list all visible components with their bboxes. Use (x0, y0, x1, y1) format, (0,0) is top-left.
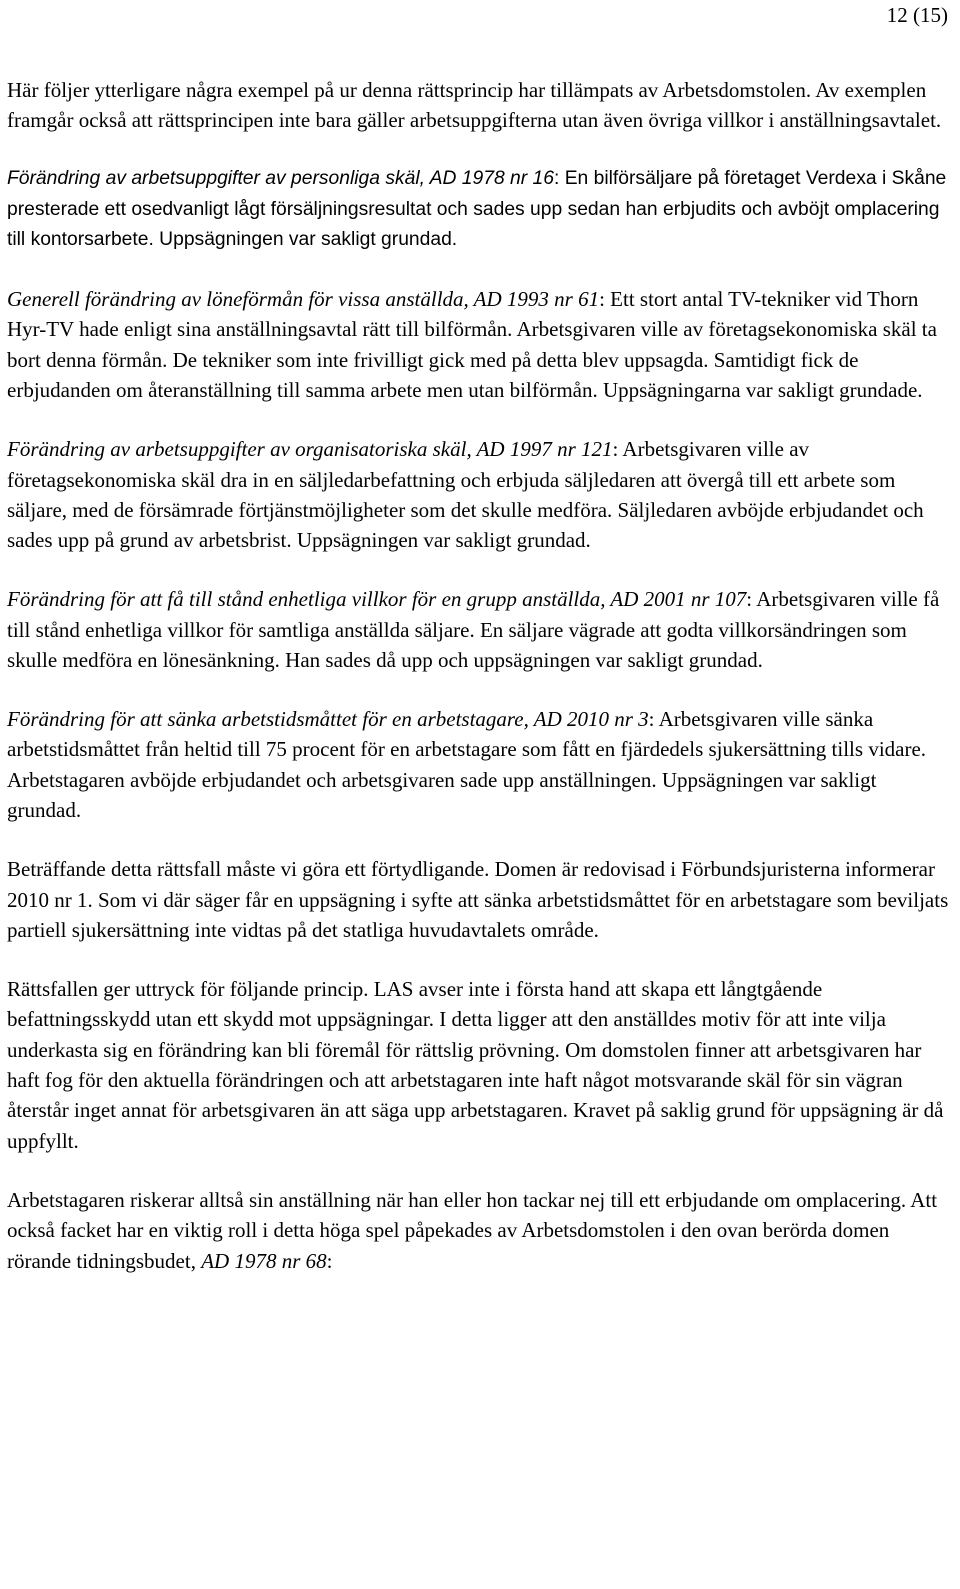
case-text: : Arbetsgivaren ville av företagsekonomiska skäl dra in en säljledarbefattning och erbjuda säljledaren att övergå till ett arbete som säljare, med de försämrade förtjänstmöjligheter som det skulle medföra. Säljledaren avböjde erbjudandet och sades upp på grund av arbetsbrist. Uppsägningen var sakligt grundad. (7, 437, 924, 553)
paragraph-text: Beträffande detta rättsfall måste vi göra ett förtydligande. Domen är redovisad i Förbundsjuristerna informerar 2010 nr 1. Som vi där säger får en uppsägning i syfte att sänka arbetstidsmåttet för en arbetstagare som beviljats partiell sjukersättning inte vidtas på det statliga huvudavtalets område. (7, 857, 949, 942)
case-text: : Arbetsgivaren ville sänka arbetstidsmåttet från heltid till 75 procent för en arbetstagare som fått en fjärdedels sjukersättning tills vidare. Arbetstagaren avböjde erbjudandet och arbetsgivaren sade upp anställningen. Uppsägningen var sakligt grundad. (7, 707, 927, 823)
case-text: : Arbetsgivaren ville få till stånd enhetliga villkor för samtliga anställda säljare. En säljare vägrade att godta villkorsändringen som skulle medföra en lönesänkning. Han sades då upp och uppsägningen var sakligt grundad. (7, 587, 940, 673)
case-heading: Förändring av arbetsuppgifter av organisatoriska skäl, AD 1997 nr 121 (7, 437, 613, 462)
paragraph-text: Arbetstagaren riskerar alltså sin anställning när han eller hon tackar nej till ett erbjudande om omplacering. Att också facket har en viktig roll i detta höga spel påpekades av Arbetsdomstolen i den ovan berörda domen rörande tidningsbudet, (7, 1187, 938, 1273)
case-paragraph-ad-2010-3 (7, 704, 953, 826)
paragraph-intro (7, 75, 953, 136)
page-number: 12 (15) (886, 3, 948, 27)
document-body (7, 75, 953, 1276)
case-reference: AD 1978 nr 68 (201, 1248, 327, 1273)
case-paragraph-ad-1993-61 (7, 284, 953, 406)
case-text: : Ett stort antal TV-tekniker vid Thorn Hyr-TV hade enligt sina anställningsavtal rätt till bilförmån. Arbetsgivaren ville av företagsekonomiska skäl ta bort denna förmån. De tekniker som inte frivilligt gick med på detta blev uppsagda. Samtidigt fick de erbjudanden om återanställning till samma arbete men utan bilförmån. Uppsägningarna var sakligt grundade. (7, 287, 937, 403)
case-paragraph-ad-1997-121 (7, 434, 953, 556)
case-heading: Förändring av arbetsuppgifter av personliga skäl, AD 1978 nr 16 (7, 168, 554, 190)
paragraph-risk (7, 1185, 953, 1276)
case-text: : En bilförsäljare på företaget Verdexa i Skåne presterade ett osedvanligt lågt försäljningsresultat och sades upp sedan han erbjudits och avböjt omplacering till kontorsarbete. Uppsägningen var sakligt grundad. (7, 168, 947, 251)
paragraph-principle (7, 974, 953, 1156)
case-paragraph-ad-1978-16 (7, 164, 953, 255)
case-heading: Förändring för att sänka arbetstidsmåttet för en arbetstagare, AD 2010 nr 3 (7, 707, 649, 731)
case-heading: Förändring för att få till stånd enhetliga villkor för en grupp anställda, AD 2001 nr 107 (7, 587, 747, 612)
paragraph-tail: : (326, 1248, 333, 1273)
paragraph-text: Rättsfallen ger uttryck för följande princip. LAS avser inte i första hand att skapa ett långtgående befattningsskydd utan ett skydd mot uppsägningar. I detta ligger att den anställdes motiv för att inte vilja underkasta sig en förändring kan bli föremål för rättslig prövning. Om domstolen finner att arbetsgivaren har haft fog för den aktuella förändringen och att arbetstagaren inte haft något motsvarande skäl för sin vägran återstår inget annat för arbetsgivaren än att säga upp arbetstagaren. Kravet på saklig grund för uppsägning är då uppfyllt. (7, 976, 944, 1153)
case-paragraph-ad-2001-107 (7, 584, 953, 675)
paragraph-clarification (7, 854, 953, 945)
case-heading: Generell förändring av löneförmån för vissa anställda, AD 1993 nr 61 (7, 287, 600, 312)
paragraph-text: Här följer ytterligare några exempel på ur denna rättsprincip har tillämpats av Arbetsdomstolen. Av exemplen framgår också att rättsprincipen inte bara gäller arbetsuppgifterna utan även övriga villkor i anställningsavtalet. (7, 78, 942, 133)
